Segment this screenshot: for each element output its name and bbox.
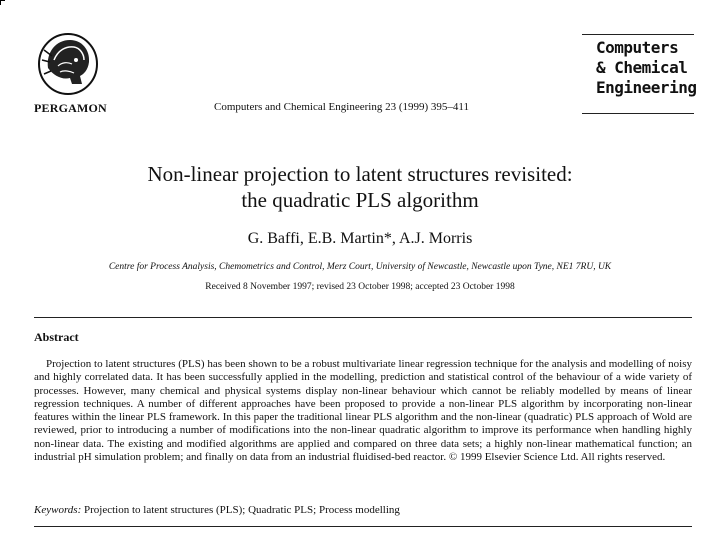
- author-affiliation: Centre for Process Analysis, Chemometrics and Control, Merz Court, University of Newcastle, Newcastle upon Tyne, NE1 7RU, UK: [108, 262, 612, 272]
- abstract-body: Projection to latent structures (PLS) has been shown to be a robust multivariate linear regression technique for the analysis and modelling of noisy and highly correlated data. It has been successfully applied in the modelling, prediction and statistical control of the behaviour of a wide variety of processes. However, many chemical and physical systems display non-linear behaviour which cannot be reliably modelled by means of linear regression techniques. A number of different approaches have been proposed to provide a non-linear PLS algorithm by incorporating non-linear features within the linear PLS framework. In this paper the traditional linear PLS algorithm and the non-linear (quadratic) PLS approach of Wold are reviewed, prior to introducing a number of modifications into the non-linear quadratic algorithm to improve its performance when handling highly non-linear data. The existing and modified algorithms are applied and compared on three data sets; a highly non-linear mathematical function; an industrial pH simulation problem; and finally on data from an industrial fluidised-bed reactor. © 1999 Elsevier Science Ltd. All rights reserved.: [34, 358, 692, 464]
- article-title-line-2: the quadratic PLS algorithm: [241, 188, 479, 212]
- journal-logo: [582, 34, 697, 114]
- divider-top: [34, 317, 692, 318]
- article-authors: G. Baffi, E.B. Martin*, A.J. Morris: [247, 230, 473, 247]
- keywords-line: [34, 504, 400, 516]
- divider-bottom: [34, 526, 692, 527]
- journal-citation: Computers and Chemical Engineering 23 (1999) 395–411: [214, 101, 469, 113]
- journal-logo-line: & Chemical: [596, 58, 688, 77]
- page-corner-mark: [0, 0, 5, 5]
- abstract-heading: Abstract: [34, 330, 79, 344]
- journal-logo-line: Computers: [596, 38, 679, 57]
- keywords-text: Projection to latent structures (PLS); Quadratic PLS; Process modelling: [84, 504, 400, 516]
- received-dates: Received 8 November 1997; revised 23 October 1998; accepted 23 October 1998: [205, 282, 515, 292]
- journal-logo-line: Engineering: [596, 78, 697, 97]
- pergamon-logo-icon: [36, 30, 100, 96]
- keywords-label: Keywords:: [34, 504, 82, 516]
- article-title-line-1: Non-linear projection to latent structures revisited:: [147, 162, 573, 186]
- publisher-name: PERGAMON: [34, 101, 107, 115]
